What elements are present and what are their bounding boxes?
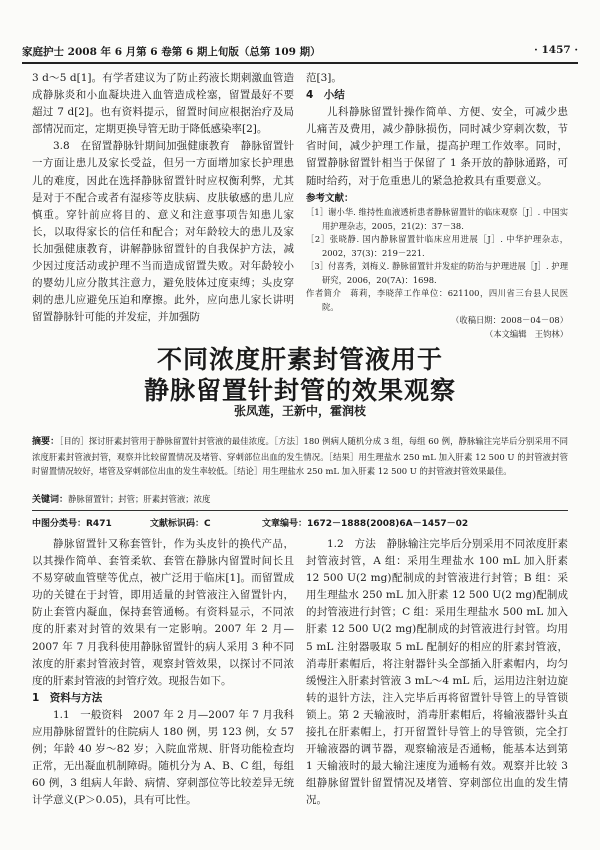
abstract bbox=[32, 434, 568, 479]
keywords bbox=[32, 492, 568, 505]
article-authors: 张凤莲，王新中，霍润枝 bbox=[233, 404, 366, 418]
paragraph: 范[3]。 bbox=[306, 72, 342, 84]
abstract-label: 摘要： bbox=[32, 437, 60, 447]
page-number: · 1457 · bbox=[534, 44, 578, 56]
author-info: 作者简介 蒋莉，李晓萍工作单位：621100，四川省三台县人民医院。 bbox=[306, 288, 568, 312]
running-header bbox=[22, 42, 578, 60]
reference-item: ［3］付喜秀，刘梅义. 静脉留置针并发症的防治与护理进展［J］. 护理研究，2006，20(7A)：1698. bbox=[306, 261, 568, 285]
references bbox=[306, 192, 568, 342]
editor: （本文编辑 王钧林） bbox=[485, 328, 568, 339]
reference-item: ［2］张晓静. 国内静脉留置针临床应用进展［J］. 中华护理杂志，2002，37(3)：219－221. bbox=[306, 234, 568, 258]
paragraph: 3.8 在留置静脉针期间加强健康教育 静脉留置针一方面让患儿及家长受益，但另一方面增加家长护理患儿的难度，因此在选择静脉留置针时应权衡利弊，尤其是对于不配合或者有湿疹等皮肤病、皮肤敏感的患儿应慎重。穿针前应将目的、意义和注意事项告知患儿家长，以取得家长的信任和配合；对年龄较大的患儿及家长加强健康教育，讲解静脉留置针的自我保护方法，减少因过度活动或护理不当而造成留置失败。对年龄较小的婴幼儿应分散其注意力，避免肢体过度束缚；头皮穿刺的患儿应避免压迫和摩擦。此外，应向患儿家长讲明留置静脉针可能的并发症，并加强防 bbox=[32, 140, 294, 324]
paragraph: 1.1 一般资料 2007 年 2 月—2007 年 7 月我科应用静脉留置针的住院病人 180 例，男 123 例，女 57 例；年龄 40 岁～82 岁；入院血常规、肝肾功能检查均正常，无出凝血机制障碍。随机分为 A、B、C 组，每组 60 例，3 组病人年龄、病情、穿刺部位等比较差异无统计学意义(P＞0.05)，具有可比性。 bbox=[32, 708, 294, 807]
references-title: 参考文献： bbox=[306, 192, 354, 204]
section-heading: 4 小结 bbox=[306, 89, 345, 102]
paragraph: 1.2 方法 静脉输注完毕后分别采用不同浓度肝素封管液封管，A 组：采用生理盐水 100 mL 加入肝素 12 500 U(2 mg)配制成的封管液进行封管；B 组：采用生理盐水 250 mL 加入肝素 12 500 U(2 mg)配制成的封管液进行封管；C 组：采用生理盐水 500 mL 加入肝素 12 500 U(2 mg)配制成的封管液进行封管。均用 5 mL 注射器吸取 5 mL 配制好的相应的肝素封管液，消毒肝素帽后，将注射器针头全部插入肝素帽内，均匀缓慢注入肝素封管液 3 mL～4 mL 后，运用边注射边旋转的退针方法，注入完毕后再将留置针导管上的导管锁锁上。第 2 天输液时，消毒肝素帽后，将输液器针头直接扎在肝素帽上，打开留置针导管上的导管锁，完全打开输液器的调节器，观察输液是否通畅，能基本达到第 1 天输液时的最大输注速度为通畅有效。观察并比较 3 组静脉留置针留置情况及堵管、穿刺部位出血的发生情况。 bbox=[306, 538, 568, 807]
top-left-column bbox=[32, 70, 294, 326]
paragraph: 静脉留置针又称套管针，作为头皮针的换代产品，以其操作简单、套管柔软、套管在静脉内留置时间长且不易穿破血管壁等优点，被广泛用于临床[1]。而留置成功的关键在于封管，即用适量的封管液注入留置针内，防止套管内凝血，保持套管通畅。有资料显示，不同浓度的肝素对封管的效果有一定影响。2007 年 2 月—2007 年 7 月我科使用静脉留置针的病人采用 3 种不同浓度的肝素封管液封管，观察封管效果，以探讨不同浓度的肝素封管液的封管疗效。现报告如下。 bbox=[32, 538, 294, 687]
section-heading: 1 资料与方法 bbox=[32, 691, 103, 704]
bottom-right-column bbox=[306, 536, 568, 810]
article-title-line-1: 不同浓度肝素封管液用于 bbox=[156, 345, 443, 374]
article-title-line-2: 静脉留置针封管的效果观察 bbox=[143, 376, 456, 405]
journal-issue: 家庭护士 2008 年 6 月第 6 卷第 6 期上旬版（总第 109 期） bbox=[22, 46, 321, 58]
header-rule bbox=[22, 62, 578, 64]
reference-item: ［1］谢小华. 维持性血液透析患者静脉留置针的临床观察［J］. 中国实用护理杂志，2005，21(2)：37－38. bbox=[306, 207, 568, 231]
bottom-left-column bbox=[32, 536, 294, 810]
document-code: 文献标识码：C bbox=[150, 519, 211, 529]
keywords-label: 关键词： bbox=[32, 495, 69, 505]
abstract-rule bbox=[32, 510, 568, 511]
paragraph: 儿科静脉留置针操作简单、方便、安全，可减少患儿痛苦及费用，减少静脉损伤，同时减少穿刺次数，节省时间，减少护理工作量，提高护理工作效率。同时，留置静脉留置针相当于保留了 1 条开放的静脉通路，可随时给药，对于危重患儿的紧急抢救具有重要意义。 bbox=[306, 106, 568, 187]
top-right-column bbox=[306, 70, 568, 341]
abstract-text: ［目的］探讨肝素封管用于静脉留置针封管液的最佳浓度。［方法］180 例病人随机分成 3 组，每组 60 例，静脉输注完毕后分别采用不同浓度肝素封管液封管，观察并比较留置情况及堵管、穿刺部位出血的发生情况。［结果］用生理盐水 250 mL 加入肝素 12 500 U 的封管液封管时留置情况较好，堵管及穿刺部位出血的发生率较低。［结论］用生理盐水 250 mL 加入肝素 12 500 U 的封管液封管效果最佳。 bbox=[32, 436, 568, 476]
article-number: 文章编号：1672－1888(2008)6A－1457－02 bbox=[262, 519, 469, 529]
class-number: 中图分类号：R471 bbox=[32, 519, 112, 529]
received-date: （收稿日期：2008－04－08） bbox=[451, 315, 568, 326]
keywords-text: 静脉留置针；封管；肝素封管液；浓度 bbox=[68, 494, 211, 504]
paragraph: 3 d～5 d[1]。有学者建议为了防止药液长期刺激血管造成静脉炎和小血凝块进入血管造成栓塞，留置最好不要超过 7 d[2]。也有资料提示，留置时间应根据治疗及局部情况而定，定期更换导管无助于降低感染率[2]。 bbox=[32, 72, 294, 136]
